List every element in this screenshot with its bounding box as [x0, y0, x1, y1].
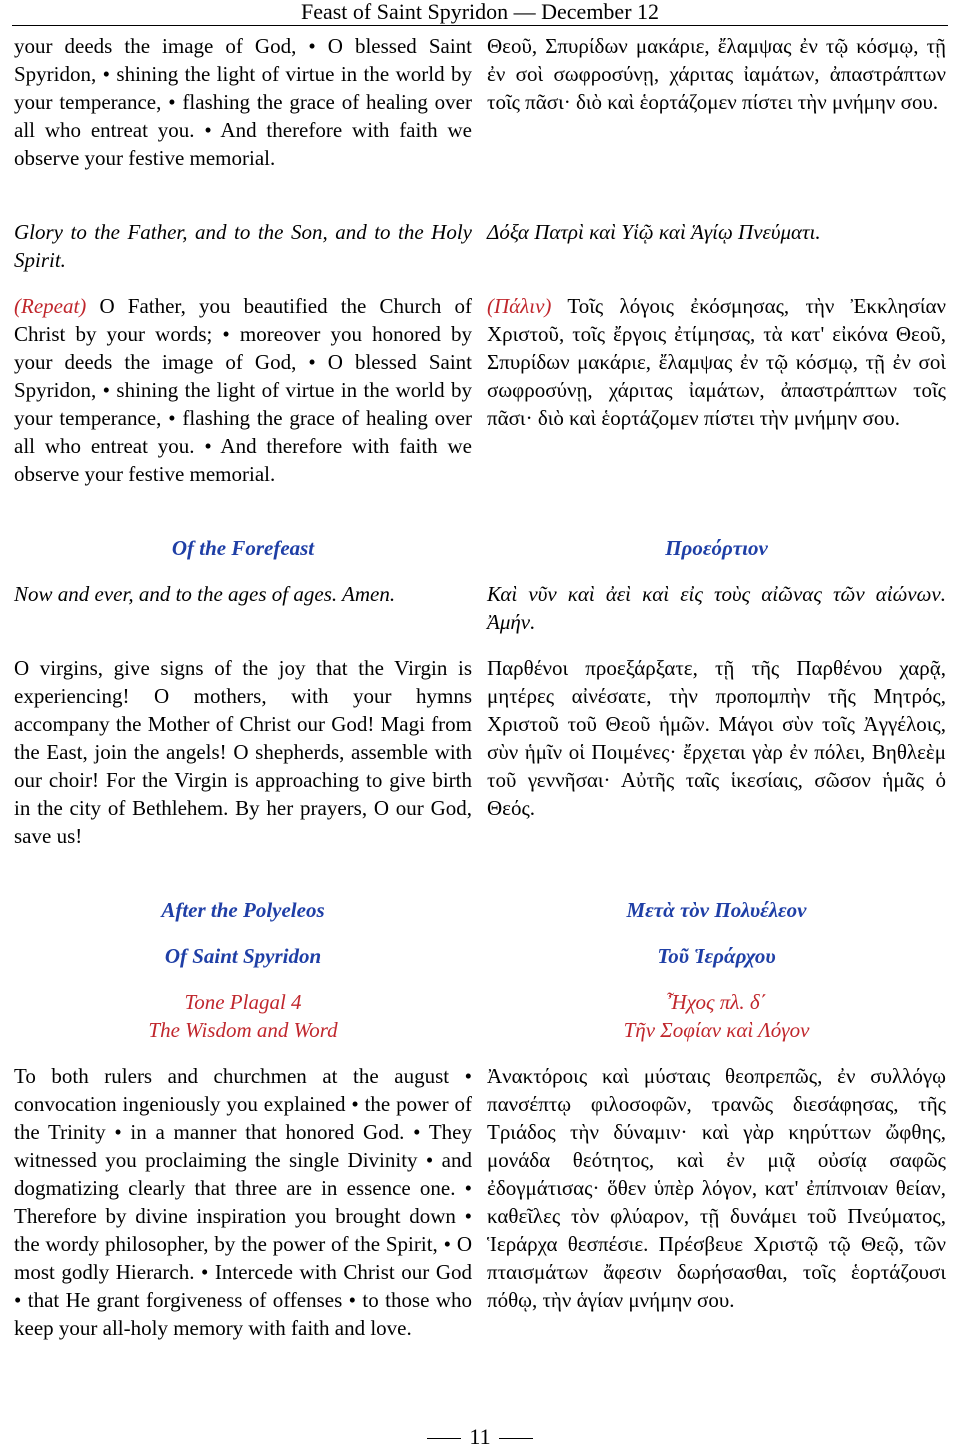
- english-repeat-label: (Repeat): [14, 294, 87, 318]
- greek-repeat-label: (Πάλιν): [487, 294, 552, 318]
- english-saint-heading: Of Saint Spyridon: [164, 944, 322, 968]
- english-forefeast-hymn: O virgins, give signs of the joy that the Virgin is experiencing! O mothers, with your hymns accompany the Mother of Christ our God! Magi from the East, join the angels! O shepherds, assemble with our choir! For the Virgin is approaching to give birth in the city of Bethlehem. By her prayers, O our God, save us!: [14, 656, 472, 848]
- greek-forefeast-heading: Προεόρτιον: [665, 536, 768, 560]
- english-tone-rubric: Tone Plagal 4 The Wisdom and Word: [148, 990, 338, 1042]
- greek-repeat-text: Τοῖς λόγοις ἐκόσμησας, τὴν Ἐκκλησίαν Χριστοῦ, τοῖς ἔργοις ἐτίμησας, τὰ κατ' εἰκόνα Θεοῦ, Σπυρίδων μακάριε, ἔλαμψας ἐν τῷ κόσμῳ, τῇ ἐν σοὶ σωφροσύνῃ, χάριτας ἰαμάτων, ἀπαστράπτων τοῖς πᾶσι· διὸ καὶ ἑορτάζομεν πίστει τὴν μνήμην σου.: [487, 294, 946, 430]
- running-header-title: Feast of Saint Spyridon — December 12: [300, 0, 660, 24]
- greek-polyeleos-hymn: Ἀνακτόροις καὶ μύσταις θεοπρεπῶς, ἐν συλλόγῳ πανσέπτῳ φιλοσοφῶν, τρανῶς διεσάφησας, τῆς Τριάδος τὴν δύναμιν· καὶ γὰρ κηρύττων ὤφθης, μονάδα θεότητος, καὶ ἐν μιᾷ οὐσίᾳ σαφῶς ἐδογμάτισας· ὅθεν ὑπὲρ λόγον, κατ' ἐπίπνοιαν θείαν, καθεῖλες τὸν φλύαρον, τῇ δυνάμει τοῦ Πνεύματος, Ἱεράρχα θεσπέσιε. Πρέσβευε Χριστῷ τῷ Θεῷ, τῶν πταισμάτων ἄφεσιν δωρήσασθαι, τοῖς ἑορτάζουσι πόθῳ, τὴν ἁγίαν μνήμην σου.: [487, 1064, 946, 1312]
- footer-dash-left: [427, 1438, 461, 1439]
- english-forefeast-heading: Of the Forefeast: [171, 536, 315, 560]
- english-polyeleos-hymn: To both rulers and churchmen at the august • convocation ingeniously you explained • the power of the Trinity • in a manner that honored God. • They witnessed you proclaiming the single Divinity • and dogmatizing clearly that three are in essence one. • Therefore by divine inspiration you brought down • the wordy philosopher, by the power of the Spirit, • O most godly Hierarch. • Intercede with Christ our God • that He grant forgiveness of offenses • to those who keep your all-holy memory with faith and love.: [14, 1064, 472, 1340]
- greek-saint-heading: Τοῦ Ἱεράρχου: [657, 944, 776, 968]
- greek-tone-rubric: Ἦχος πλ. δ΄ Τῆν Σοφίαν καὶ Λόγον: [623, 990, 810, 1042]
- page-footer: [0, 1423, 960, 1451]
- english-repeat-stanza: [14, 292, 472, 488]
- greek-now-and-ever: Καὶ νῦν καὶ ἀεὶ καὶ εἰς τοὺς αἰῶνας τῶν αἰώνων. Ἀμήν.: [487, 582, 946, 634]
- greek-polyeleos-heading: Μετὰ τὸν Πολυέλεον: [626, 898, 807, 922]
- footer-dash-right: [499, 1438, 533, 1439]
- page-number: 11: [469, 1424, 491, 1449]
- greek-repeat-stanza: [487, 292, 946, 432]
- greek-apolytikion-end: Θεοῦ, Σπυρίδων μακάριε, ἔλαμψας ἐν τῷ κόσμῳ, τῇ ἐν σοὶ σωφροσύνῃ, χάριτας ἰαμάτων, ἀπαστράπτων τοῖς πᾶσι· διὸ καὶ ἑορτάζομεν πίστει τὴν μνήμην σου.: [487, 34, 946, 114]
- english-glory: Glory to the Father, and to the Son, and to the Holy Spirit.: [14, 220, 472, 272]
- greek-forefeast-hymn: Παρθένοι προεξάρξατε, τῇ τῆς Παρθένου χαρᾷ, μητέρες αἰνέσατε, τὴν προπομπὴν τῆς Μητρός, Χριστοῦ τοῦ Θεοῦ ἡμῶν. Μάγοι σὺν τοῖς Ἀγγέλοις, σὺν ἡμῖν οἱ Ποιμένες· ἔρχεται γὰρ ἐν πόλει, Βηθλεὲμ τοῦ γεννῆσαι· Αὐτῆς ταῖς ἱκεσίαις, σῶσον ἡμᾶς ὁ Θεός.: [487, 656, 946, 820]
- english-polyeleos-heading: After the Polyeleos: [161, 898, 325, 922]
- english-apolytikion-end: your deeds the image of God, • O blessed Saint Spyridon, • shining the light of virtue in the world by your temperance, • flashing the grace of healing over all who entreat you. • And therefore with faith we observe your festive memorial.: [14, 34, 472, 170]
- english-now-and-ever: Now and ever, and to the ages of ages. Amen.: [14, 582, 396, 606]
- greek-glory: Δόξα Πατρὶ καὶ Υἱῷ καὶ Ἁγίῳ Πνεύματι.: [487, 220, 821, 244]
- running-header: [0, 0, 960, 24]
- header-rule: [12, 25, 948, 26]
- english-repeat-text: O Father, you beautified the Church of Christ by your words; • moreover you honored by your deeds the image of God, • O blessed Saint Spyridon, • shining the light of virtue in the world by your temperance, • flashing the grace of healing over all who entreat you. • And therefore with faith we observe your festive memorial.: [14, 294, 472, 486]
